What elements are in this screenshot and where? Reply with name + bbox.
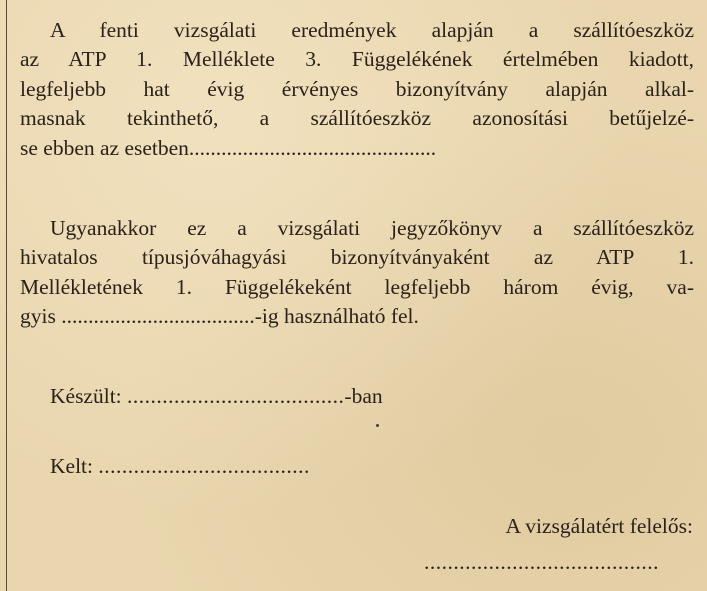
field-kelt bbox=[50, 452, 310, 480]
kelt-blank[interactable]: .................................... bbox=[98, 454, 310, 478]
field-keszult bbox=[50, 382, 383, 410]
signature-blank[interactable]: ........................................ bbox=[424, 550, 659, 574]
kelt-label: Kelt: bbox=[50, 454, 93, 478]
left-margin-rule bbox=[6, 0, 7, 591]
ink-speck bbox=[376, 424, 379, 427]
signature-line bbox=[424, 548, 659, 576]
paragraph-line: hivatalos típusjóváhagyási bizonyítványaként az ATP 1. bbox=[20, 245, 694, 270]
paragraph-line: Mellékletének 1. Függelékeként legfeljebb három évig, va- bbox=[20, 274, 694, 299]
paragraph-certificate-validity bbox=[20, 16, 694, 163]
paragraph-type-approval bbox=[20, 214, 694, 332]
keszult-blank[interactable]: ..................................... bbox=[127, 384, 345, 408]
paragraph-line: Ugyanakkor ez a vizsgálati jegyzőkönyv a szállítóeszköz bbox=[50, 216, 694, 240]
responsible-label: A vizsgálatért felelős: bbox=[505, 514, 693, 538]
paragraph-line: az ATP 1. Melléklete 3. Függelékének értelmében kiadott, bbox=[20, 47, 694, 72]
keszult-label: Készült: bbox=[50, 384, 122, 408]
paragraph-line: masnak tekinthető, a szállítóeszköz azonosítási betűjelzé- bbox=[20, 106, 694, 131]
paragraph-line: gyis ....................................-ig használható fel. bbox=[20, 304, 419, 329]
paragraph-line: A fenti vizsgálati eredmények alapján a szállítóeszköz bbox=[50, 18, 694, 42]
field-responsible-label bbox=[506, 512, 693, 540]
paragraph-line: se ebben az esetben.............................................. bbox=[20, 135, 437, 160]
paragraph-line: legfeljebb hat évig érvényes bizonyítvány alapján alkal- bbox=[20, 76, 694, 101]
keszult-suffix: -ban bbox=[344, 384, 383, 408]
